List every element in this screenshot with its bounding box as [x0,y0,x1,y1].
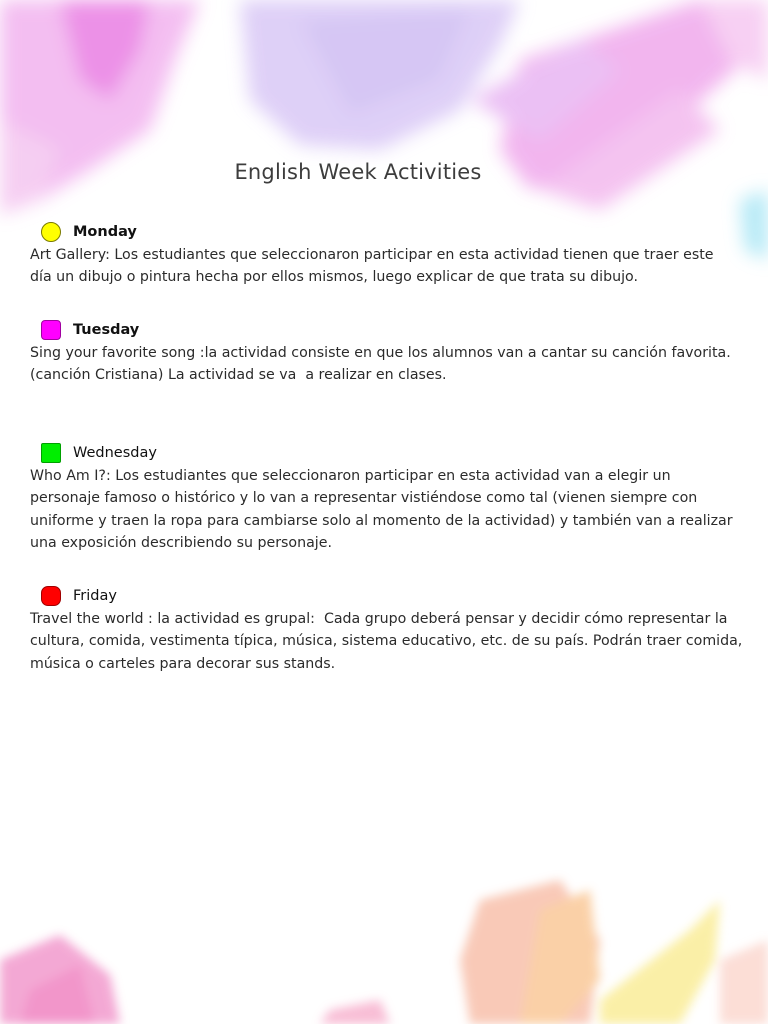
day-name: Monday [73,224,137,240]
green-square-icon [41,443,61,463]
day-description: Art Gallery: Los estudiantes que seleccionaron participar en esta actividad tienen que traer este día un dibujo o pintura hecha por ellos mismos, luego explicar de que trata su dibujo. [30,247,714,286]
day-name: Friday [73,588,117,604]
day-description: Who Am I?: Los estudiantes que seleccionaron participar en esta actividad van a elegir un personaje famoso o histórico y lo van a representar vistiéndose como tal (vienen siempre con uniforme y traen la ropa para cambiarse solo al momento de la actividad) y también van a realizar una exposición describiendo su personaje. [30,468,733,551]
day-heading [30,220,750,244]
day-section-wednesday [30,441,750,554]
page-title: English Week Activities [234,160,482,184]
day-heading [30,441,750,465]
day-section-friday [30,584,750,675]
day-heading [30,318,750,342]
day-section-tuesday [30,318,750,387]
day-section-monday [30,220,750,289]
day-description: Sing your favorite song :la actividad consiste en que los alumnos van a cantar su canción favorita. (canción Cristiana) La actividad se va a realizar en clases. [30,345,731,384]
day-heading [30,584,750,608]
magenta-square-icon [41,320,61,340]
red-rounded-square-icon [41,586,61,606]
yellow-circle-icon [41,222,61,242]
day-name: Wednesday [73,445,157,461]
day-name: Tuesday [73,322,140,338]
day-description: Travel the world : la actividad es grupal: Cada grupo deberá pensar y decidir cómo representar la cultura, comida, vestimenta típica, música, sistema educativo, etc. de su país. Podrán traer comida, música o carteles para decorar sus stands. [30,611,743,672]
